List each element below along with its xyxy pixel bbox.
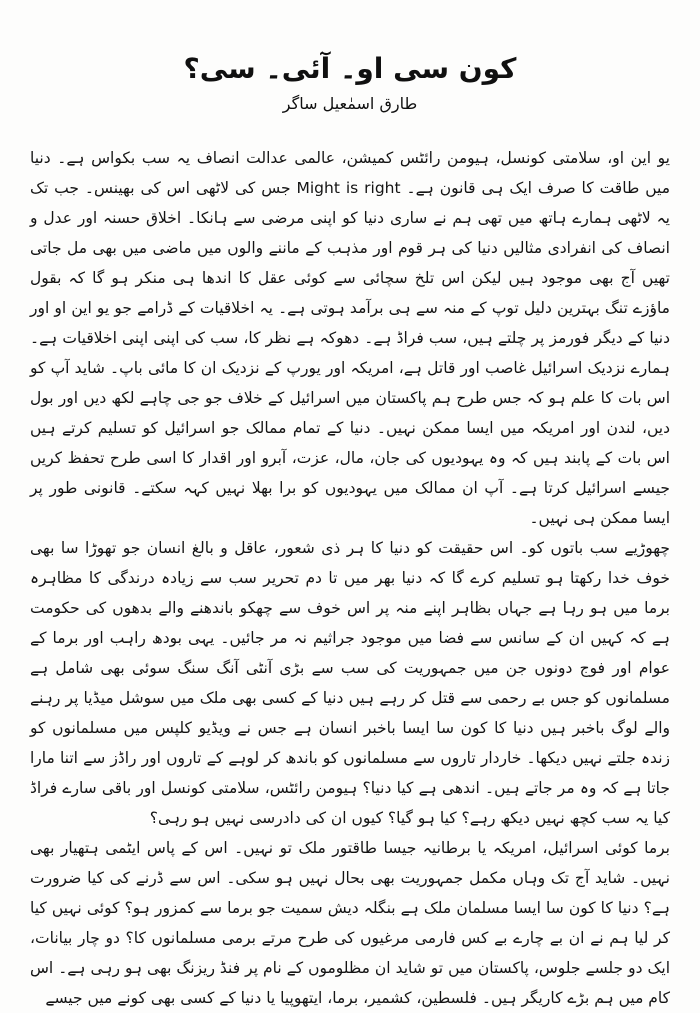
paragraph-1: یو این او، سلامتی کونسل، ہیومن رائٹس کمیشن، عالمی عدالت انصاف یہ سب بکواس ہے۔ دنیا میں طاقت کا صرف ایک ہی قانون ہے۔ Might is right جس کی لاٹھی اس کی بھینس۔ جب تک یہ لاٹھی ہمارے ہاتھ میں تھی ہم نے ساری دنیا کو اپنی مرضی سے ہانکا۔ اخلاق حسنہ اور عدل و انصاف کی انفرادی مثالیں دنیا کی ہر قوم اور مذہب کے ماننے والوں میں ماضی میں بھی مل جاتی تھیں آج بھی موجود ہیں لیکن اس تلخ سچائی سے کوئی عقل کا اندھا ہی منکر ہو گا کہ بقول ماؤزے تنگ بہترین دلیل توپ کے منہ سے ہی برآمد ہوتی ہے۔ یہ اخلاقیات کے ڈرامے جو یو این او اور دنیا کے دیگر فورمز پر چلتے ہیں، سب فراڈ ہے۔ دھوکہ ہے نظر کا، سب کی اپنی اپنی اخلاقیات ہے۔ ہمارے نزدیک اسرائیل غاصب اور قاتل ہے، امریکہ اور یورپ کے نزدیک ان کا مائی باپ۔ شاید آپ کو اس بات کا علم ہو کہ جس طرح ہم پاکستان میں اسرائیل کے خلاف جو جی چاہے لکھ دیں اور بول دیں، لندن اور امریکہ میں ایسا ممکن نہیں۔ دنیا کے تمام ممالک جو اسرائیل کو تسلیم کرتے ہیں اس بات کے پابند ہیں کہ وہ یہودیوں کی جان، مال، عزت، آبرو اور اقدار کا اسی طرح تحفظ کریں جیسے اسرائیل کرتا ہے۔ آپ ان ممالک میں یہودیوں کو برا بھلا نہیں کہہ سکتے۔ قانونی طور پر ایسا ممکن ہی نہیں۔ xyxy=(30,149,670,527)
article-body xyxy=(30,143,670,1013)
paragraph-3: برما کوئی اسرائیل، امریکہ یا برطانیہ جیسا طاقتور ملک تو نہیں۔ اس کے پاس ایٹمی ہتھیار بھی نہیں۔ شاید آج تک وہاں مکمل جمہوریت بھی بحال نہیں ہو سکی۔ اس سے ڈرنے کی کیا ضرورت ہے؟ دنیا کا کون سا ایسا مسلمان ملک ہے بنگلہ دیش سمیت جو برما سے کمزور ہو؟ کوئی نہیں کیا کر لیا ہم نے ان بے چارے بے کس فارمی مرغیوں کی طرح مرتے برمی مسلمانوں کا؟ دو چار بیانات، ایک دو جلسے جلوس، پاکستان میں تو شاید ان مظلوموں کے نام پر فنڈ ریزنگ بھی ہو رہی ہے۔ اس کام میں ہم بڑے کاریگر ہیں۔ فلسطین، کشمیر، برما، ایتھوپیا یا دنیا کے کسی بھی کونے میں جیسے xyxy=(30,839,670,1007)
article-title: کون سی او۔ آئی۔ سی؟ xyxy=(183,52,517,85)
article-author: طارق اسمٰعیل ساگر xyxy=(282,94,418,113)
paragraph-2: چھوڑیے سب باتوں کو۔ اس حقیقت کو دنیا کا ہر ذی شعور، عاقل و بالغ انسان جو تھوڑا سا بھی خوف خدا رکھتا ہو تسلیم کرے گا کہ دنیا بھر میں تا دم تحریر سب سے زیادہ درندگی کا مظاہرہ برما میں ہو رہا ہے جہاں بظاہر اپنے منہ پر اس خوف سے چھکو باندھنے والے بدھوں کی حکومت ہے کہ کہیں ان کے سانس سے فضا میں موجود جراثیم نہ مر جائیں۔ یہی بودھ راہب اور برما کے عوام اور فوج دونوں جن میں جمہوریت کی سب سے بڑی آنٹی آنگ سنگ سوئی بھی شامل ہے مسلمانوں کو جس بے رحمی سے قتل کر رہے ہیں دنیا کے کسی بھی ملک میں سوشل میڈیا پر رہنے والے لوگ باخبر ہیں دنیا کا کون سا ایسا باخبر انسان ہے جس نے ویڈیو کلپس میں مسلمانوں کو زندہ جلتے نہیں دیکھا۔ خاردار تاروں سے مسلمانوں کو باندھ کر لوہے کے تاروں اور راڈز سے اتنا مارا جاتا ہے کہ وہ مر جاتے ہیں۔ اندھی ہے کیا دنیا؟ ہیومن رائٹس، سلامتی کونسل اور باقی سارے فراڈ کیا یہ سب کچھ نہیں دیکھ رہے؟ کیا ہو گیا؟ کیوں ان کی دادرسی نہیں ہو رہی؟ xyxy=(30,539,670,827)
